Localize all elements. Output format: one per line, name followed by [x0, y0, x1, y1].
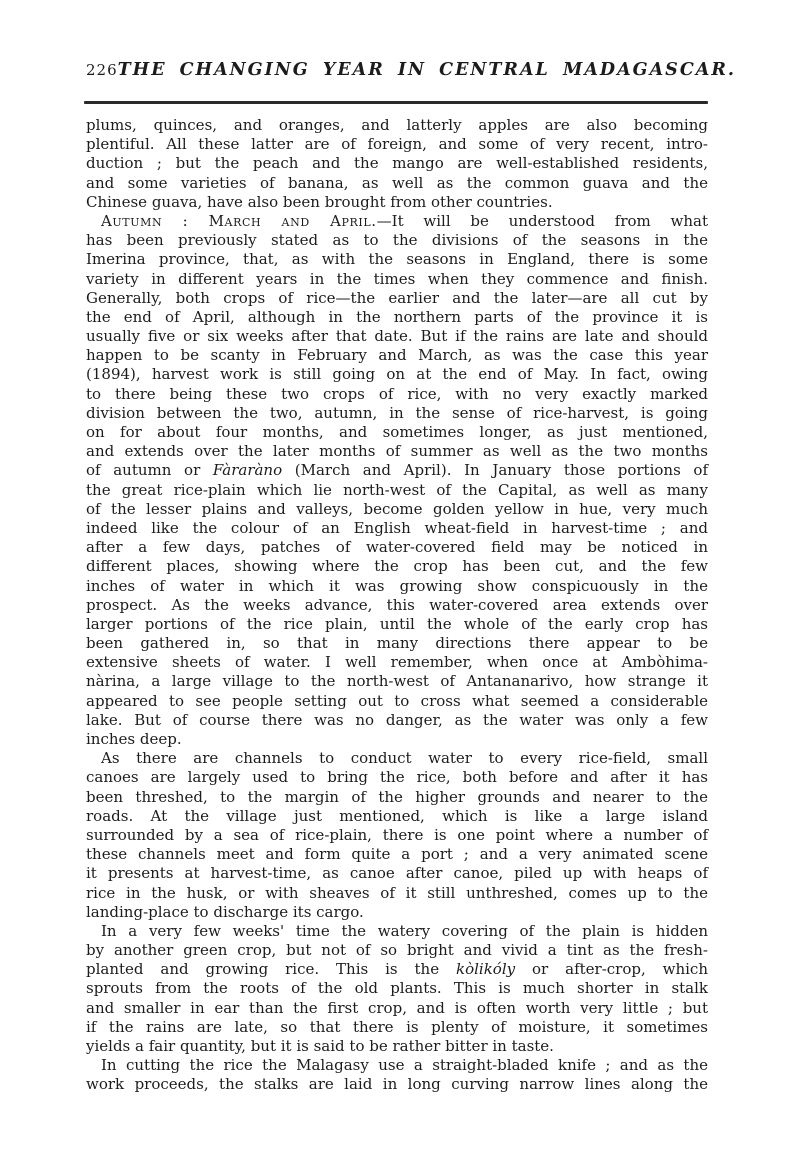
text-segment: by another green crop, but not of so bright and vivid a tint as the fresh- [86, 941, 708, 960]
text-segment: prospect. As the weeks advance, this water-covered area extends over [86, 595, 708, 614]
text-segment: Imerina province, that, as with the seasons in England, there is some [86, 250, 708, 269]
italic-text: kòlikóly [456, 960, 516, 979]
text-line [86, 615, 708, 634]
text-segment: yields a fair quantity, but it is said to be rather bitter in taste. [86, 1037, 554, 1055]
text-line [86, 1037, 708, 1056]
text-segment: —It will be understood from what [376, 211, 708, 230]
text-segment: and some varieties of banana, as well as the common guava and the [86, 173, 708, 192]
text-segment: Chinese guava, have also been brought from other countries. [86, 192, 553, 211]
text-line [86, 135, 708, 154]
text-line [86, 577, 708, 596]
text-segment: it presents at harvest-time, as canoe after canoe, piled up with heaps of [86, 864, 708, 883]
text-line [86, 826, 708, 845]
text-line [86, 116, 708, 135]
text-segment: (March and April). In January those portions of [282, 461, 708, 480]
text-line [86, 404, 708, 423]
text-segment: extensive sheets of water. I well remember, when once at Ambòhima- [86, 653, 708, 672]
text-line [86, 212, 708, 231]
text-segment: of the lesser plains and valleys, become golden yellow in hue, very much [86, 499, 708, 518]
text-segment: and extends over the later months of summer as well as the two months [86, 442, 708, 461]
text-line [86, 308, 708, 327]
smallcaps-text: Autumn : March and April. [101, 211, 377, 230]
text-segment: nàrina, a large village to the north-west of Antananarivo, how strange it [86, 672, 708, 691]
text-line [86, 289, 708, 308]
text-line [86, 634, 708, 653]
text-line [86, 461, 708, 480]
text-segment: of autumn or [86, 461, 213, 480]
text-segment: sprouts from the roots of the old plants. This is much shorter in stalk [86, 979, 708, 998]
text-segment: surrounded by a sea of rice-plain, there is one point where a number of [86, 825, 708, 844]
text-line [86, 845, 708, 864]
text-segment: (1894), harvest work is still going on at the end of May. In fact, owing [86, 365, 708, 384]
text-line [86, 365, 708, 384]
text-segment: plentiful. All these latter are of foreign, and some of very recent, intro- [86, 135, 708, 154]
text-line [86, 538, 708, 557]
text-line [86, 481, 708, 500]
text-segment: canoes are largely used to bring the rice, both before and after it has [86, 768, 708, 787]
text-segment: or after-crop, which [515, 960, 708, 979]
text-segment: the end of April, although in the northern parts of the province it is [86, 307, 708, 326]
text-segment: the great rice-plain which lie north-west of the Capital, as well as many [86, 480, 708, 499]
text-line [86, 442, 708, 461]
text-line [86, 174, 708, 193]
text-segment: duction ; but the peach and the mango are well-established residents, [86, 154, 708, 173]
text-segment: these channels meet and form quite a port ; and a very animated scene [86, 845, 708, 864]
text-line [86, 346, 708, 365]
text-line [86, 1056, 708, 1075]
text-line [86, 1075, 708, 1094]
page-number: 226 [86, 61, 118, 79]
text-line [86, 385, 708, 404]
text-line [86, 730, 708, 749]
text-line [86, 519, 708, 538]
text-line [86, 500, 708, 519]
text-segment: on for about four months, and sometimes longer, as just mentioned, [86, 423, 708, 441]
paragraph [86, 749, 708, 922]
text-line [86, 193, 708, 212]
text-line [86, 423, 708, 442]
text-segment: and smaller in ear than the first crop, and is often worth very little ; but [86, 998, 708, 1017]
text-line [86, 864, 708, 883]
text-line [86, 884, 708, 903]
text-segment: roads. At the village just mentioned, which is like a large island [86, 806, 708, 825]
text-line [86, 231, 708, 250]
text-line [86, 1018, 708, 1037]
text-segment: indeed like the colour of an English wheat-field in harvest-time ; and [86, 518, 708, 537]
paragraph [86, 116, 708, 212]
text-segment: if the rains are late, so that there is plenty of moisture, it sometimes [86, 1017, 708, 1036]
italic-text: Fàraràno [212, 461, 283, 480]
text-segment: after a few days, patches of water-covered field may be noticed in [86, 538, 708, 557]
text-line [86, 768, 708, 787]
text-segment: division between the two, autumn, in the sense of rice-harvest, is going [86, 403, 708, 422]
page-body [86, 116, 708, 1095]
header-rule [84, 101, 708, 104]
text-segment: landing-place to discharge its cargo. [86, 902, 364, 921]
text-line [86, 596, 708, 615]
text-segment: inches of water in which it was growing show conspicuously in the [86, 576, 708, 595]
text-line [86, 979, 708, 998]
text-segment: lake. But of course there was no danger, as the water was only a few [86, 710, 708, 729]
paragraph [86, 1056, 708, 1094]
text-segment: usually five or six weeks after that date. But if the rains are late and should [86, 327, 708, 346]
text-line [86, 999, 708, 1018]
page-header [86, 60, 736, 80]
text-line [86, 941, 708, 960]
text-segment: plums, quinces, and oranges, and latterly apples are also becoming [86, 116, 708, 134]
text-segment: different places, showing where the crop has been cut, and the few [86, 557, 708, 576]
text-line [86, 270, 708, 289]
text-line [86, 653, 708, 672]
text-segment: planted and growing rice. This is the [86, 960, 456, 979]
text-line [86, 960, 708, 979]
text-segment: In a very few weeks' time the watery covering of the plain is hidden [101, 921, 708, 940]
text-segment: appeared to see people setting out to cross what seemed a considerable [86, 691, 708, 710]
text-segment: In cutting the rice the Malagasy use a straight-bladed knife ; and as the [101, 1056, 708, 1075]
text-line [86, 250, 708, 269]
text-segment: Generally, both crops of rice—the earlier and the later—are all cut by [86, 288, 708, 307]
text-line [86, 903, 708, 922]
text-segment: been threshed, to the margin of the higher grounds and nearer to the [86, 787, 708, 806]
text-line [86, 922, 708, 941]
text-segment: larger portions of the rice plain, until the whole of the early crop has [86, 614, 708, 633]
text-segment: inches deep. [86, 730, 182, 748]
text-line [86, 327, 708, 346]
text-segment: happen to be scanty in February and March, as was the case this year [86, 346, 708, 365]
paragraph [86, 212, 708, 749]
running-title: THE CHANGING YEAR IN CENTRAL MADAGASCAR. [117, 60, 736, 80]
text-line [86, 672, 708, 691]
text-line [86, 557, 708, 576]
text-segment: variety in different years in the times when they commence and finish. [86, 269, 708, 288]
text-line [86, 749, 708, 768]
text-segment: been gathered in, so that in many directions there appear to be [86, 634, 708, 653]
text-line [86, 807, 708, 826]
text-segment: rice in the husk, or with sheaves of it still unthreshed, comes up to the [86, 883, 708, 902]
paragraph [86, 922, 708, 1056]
text-line [86, 788, 708, 807]
text-segment: to there being these two crops of rice, with no very exactly marked [86, 384, 708, 403]
text-segment: work proceeds, the stalks are laid in long curving narrow lines along the [86, 1075, 708, 1094]
text-segment: has been previously stated as to the divisions of the seasons in the [86, 231, 708, 250]
text-line [86, 154, 708, 173]
text-line [86, 711, 708, 730]
text-segment: As there are channels to conduct water to every rice-field, small [101, 749, 708, 768]
text-line [86, 692, 708, 711]
